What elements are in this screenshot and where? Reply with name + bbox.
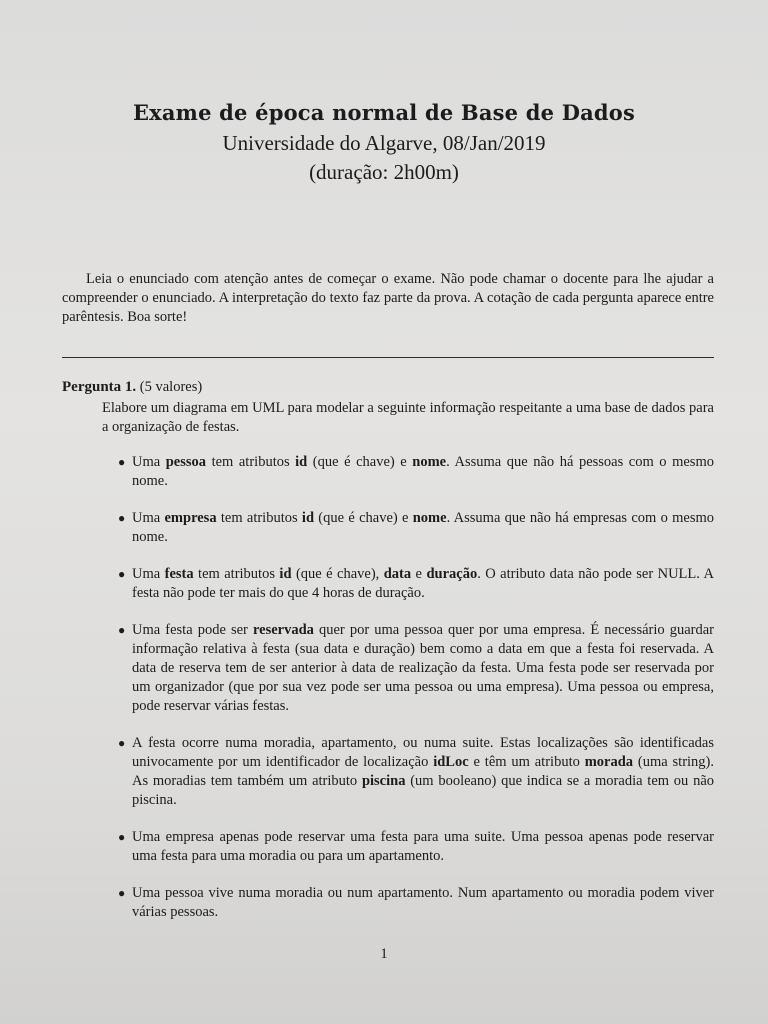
horizontal-divider (62, 357, 714, 358)
list-item-restricoes (118, 828, 714, 866)
item-text: Uma (132, 510, 165, 526)
item-bold: id (279, 566, 292, 582)
question-label: Pergunta 1. (62, 379, 137, 395)
item-text: quer por uma pessoa quer por uma empresa. É necessário guardar informação relativa à festa (sua data e duração) bem como a data em que a festa foi reservada. A data de reserva tem de ser anterior à data de realização da festa. Uma festa pode ser reservada por um organizador (que por sua vez pode ser uma pessoa ou uma empresa). Uma pessoa ou empresa, pode reservar várias festas. (132, 622, 714, 714)
item-bold: empresa (164, 510, 217, 526)
bullet-icon: ● (118, 623, 126, 637)
item-bold: piscina (361, 773, 406, 789)
item-bold: morada (584, 754, 634, 770)
item-text: (que é chave), (291, 566, 384, 582)
item-bold: reservada (252, 622, 314, 638)
item-text: (um booleano) que indica se a moradia tem ou não piscina. (132, 773, 715, 808)
item-text: Uma empresa apenas pode reservar uma festa para uma suite. Uma pessoa apenas pode reservar uma festa para uma moradia ou para um apartamento. (132, 829, 714, 864)
item-text: (que é chave) e (307, 454, 413, 470)
item-text: . Assuma que não há empresas com o mesmo nome. (132, 510, 714, 545)
item-text: . O atributo data não pode ser NULL. A festa não pode ter mais do que 4 horas de duração. (132, 566, 714, 601)
list-item-pessoa (118, 453, 714, 491)
bullet-icon: ● (118, 567, 126, 581)
item-text: Uma festa pode ser (132, 622, 253, 638)
item-bold: festa (164, 566, 194, 582)
item-bold: duração (426, 566, 478, 582)
page-number: 1 (380, 946, 388, 962)
item-bold: nome (412, 454, 447, 470)
list-item-festa (118, 565, 714, 603)
bullet-icon: ● (118, 511, 126, 525)
item-text: (que é chave) e (314, 510, 413, 526)
exam-subtitle: Universidade do Algarve, 08/Jan/2019 (222, 131, 546, 155)
item-text: e têm um atributo (468, 754, 585, 770)
question-heading (62, 378, 714, 397)
item-text: tem atributos (216, 510, 302, 526)
list-item-residencia (118, 884, 714, 922)
item-text: . Assuma que não há pessoas com o mesmo nome. (132, 454, 714, 489)
exam-header (0, 100, 768, 185)
item-bold: id (301, 510, 315, 526)
list-item-reserva (118, 621, 714, 716)
bullet-icon: ● (118, 455, 126, 469)
item-text: Uma (132, 566, 165, 582)
list-item-localizacao (118, 734, 715, 810)
item-bold: data (383, 566, 412, 582)
item-text: Uma (132, 454, 166, 470)
exam-duration: (duração: 2h00m) (309, 160, 459, 184)
item-text: e (411, 566, 427, 582)
item-text: tem atributos (193, 566, 280, 582)
item-bold: idLoc (433, 754, 469, 770)
item-text: A festa ocorre numa moradia, apartamento, ou numa suite. Estas localizações são identificadas univocamente por um identificador de localização (132, 735, 714, 770)
question-points: (5 valores) (139, 379, 203, 395)
item-bold: id (295, 454, 308, 470)
item-bold: nome (412, 510, 447, 526)
item-text: (uma string). As moradias tem também um atributo (132, 754, 715, 789)
item-text: tem atributos (206, 454, 296, 470)
item-bold: pessoa (165, 454, 207, 470)
item-text: Uma pessoa vive numa moradia ou num apartamento. Num apartamento ou moradia podem viver várias pessoas. (132, 885, 714, 920)
exam-instructions: Leia o enunciado com atenção antes de começar o exame. Não pode chamar o docente para lhe ajudar a compreender o enunciado. A interpretação do texto faz parte da prova. A cotação de cada pergunta aparece entre parêntesis. Boa sorte! (62, 271, 714, 325)
bullet-icon: ● (118, 886, 126, 900)
question-intro: Elabore um diagrama em UML para modelar a seguinte informação respeitante a uma base de dados para a organização de festas. (102, 400, 714, 435)
bullet-icon: ● (118, 736, 126, 750)
list-item-empresa (118, 509, 714, 547)
bullet-icon: ● (118, 830, 126, 844)
exam-title: Exame de época normal de Base de Dados (132, 100, 636, 125)
question-items-list (62, 453, 714, 922)
question-1 (62, 378, 714, 940)
